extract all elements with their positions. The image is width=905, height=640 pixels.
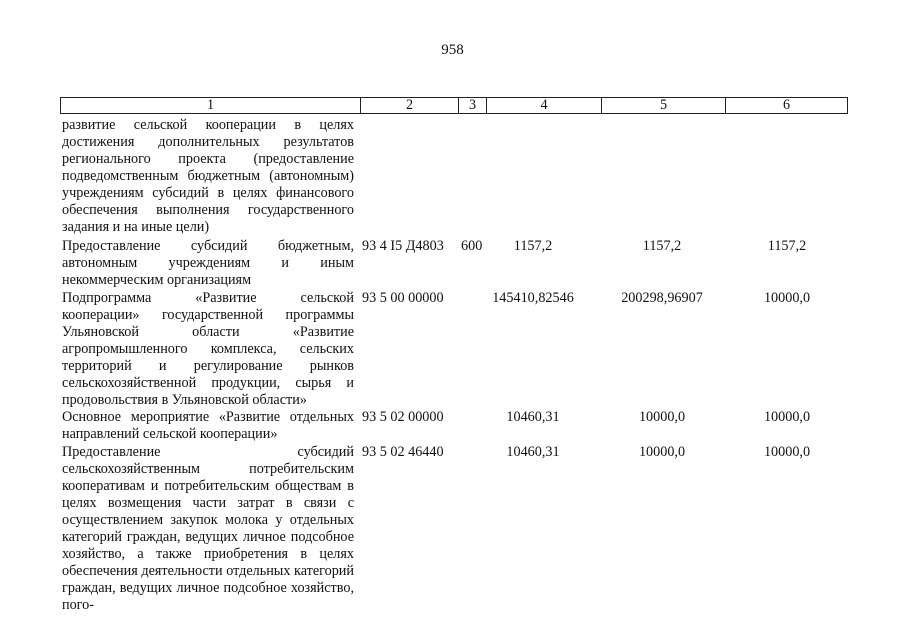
row-description: Предоставление субсидий сельскохозяйственным потребительским кооперативам и потребительским обществам в целях возмещения части затрат в связи с осуществлением закупок молока у отдельных категорий граждан, ведущих личное подсобное хозяйство, а также приобретения в целях обеспечения деятельности отдельных категорий граждан, ведущих личное подсобное хозяйство, пого- (62, 444, 354, 613)
row-value-col4: 10460,31 (506, 409, 560, 425)
row-value-col6: 10000,0 (763, 444, 811, 460)
row-csr-code: 93 4 I5 Д4803 (362, 238, 444, 254)
row-vr-code: 600 (461, 238, 483, 254)
row-description: Основное мероприятие «Развитие отдельных направлений сельской кооперации» (62, 409, 354, 442)
row-description: Предоставление субсидий бюджетным, автономным учреждениям и иным некоммерческим организациям (62, 238, 354, 288)
row-csr-code: 93 5 00 00000 (362, 290, 444, 306)
column-header-5: 5 (602, 98, 726, 113)
row-value-col6: 1157,2 (767, 238, 807, 254)
row-value-col6: 10000,0 (763, 290, 811, 306)
page-number: 958 (441, 42, 464, 58)
column-header-4: 4 (487, 98, 602, 113)
table-header (60, 97, 848, 114)
row-value-col5: 200298,96907 (621, 290, 703, 306)
row-value-col6: 10000,0 (763, 409, 811, 425)
row-value-col4: 1157,2 (513, 238, 553, 254)
row-value-col5: 10000,0 (638, 444, 686, 460)
row-value-col5: 10000,0 (638, 409, 686, 425)
row-description: развитие сельской кооперации в целях достижения дополнительных результатов регионального проекта (предоставление подведомственным бюджетным (автономным) учреждениям субсидий в целях финансового обеспечения выполнения государственного задания и на иные цели) (62, 117, 354, 235)
column-header-6: 6 (782, 97, 791, 113)
row-value-col5: 1157,2 (642, 238, 682, 254)
row-description: Подпрограмма «Развитие сельской кооперации» государственной программы Ульяновской области «Развитие агропромышленного комплекса, сельских территорий и регулирование рынков сельскохозяйственной продукции, сырья и продовольствия в Ульяновской области» (62, 290, 354, 408)
row-csr-code: 93 5 02 00000 (362, 409, 444, 425)
column-header-1: 1 (61, 98, 361, 113)
row-value-col4: 145410,82546 (492, 290, 574, 306)
row-csr-code: 93 5 02 46440 (362, 444, 444, 460)
row-value-col4: 10460,31 (506, 444, 560, 460)
column-header-3: 3 (459, 98, 487, 113)
column-header-2: 2 (361, 98, 459, 113)
